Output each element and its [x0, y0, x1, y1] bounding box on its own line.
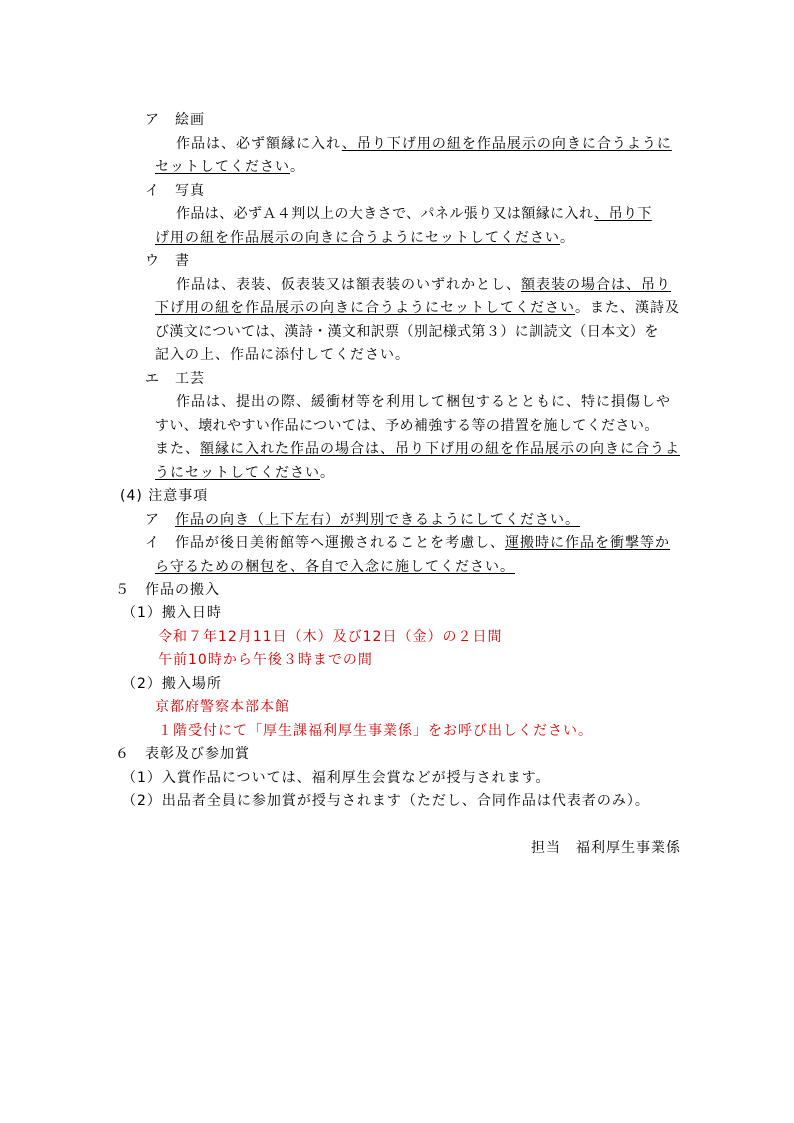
calligraphy-text-line-4: 記入の上、作品に添付してください。 — [155, 347, 410, 363]
photo-text-line-2: げ用の紐を作品展示の向きに合うようにセットしてください。 — [155, 230, 575, 246]
section-calligraphy-heading: ウ 書 — [145, 253, 190, 269]
section-photo-heading: イ 写真 — [145, 183, 205, 199]
painting-text-line-1: 作品は、必ず額縁に入れ、吊り下げ用の紐を作品展示の向きに合うように — [176, 136, 672, 152]
calligraphy-text-line-3: び漢文については、漢詩・漢文和訳票（別記様式第３）に訓読文（日本文）を — [155, 324, 659, 340]
section-painting-heading: ア 絵画 — [145, 112, 205, 128]
notes-item-b-line-2: ら守るための梱包を、各自で入念に施してください。 — [155, 559, 515, 575]
delivery-date-label: （1）搬入日時 — [122, 605, 222, 621]
delivery-date-line-2: 午前10時から午後３時までの間 — [158, 652, 373, 668]
section-crafts-heading: エ 工芸 — [145, 371, 205, 387]
crafts-text-line-1: 作品は、提出の際、緩衝材等を利用して梱包するとともに、特に損傷しや — [176, 394, 671, 410]
section-notes-heading: (4) 注意事項 — [120, 488, 209, 504]
calligraphy-text-line-2: 下げ用の紐を作品展示の向きに合うようにセットしてください。また、漢詩及 — [155, 300, 680, 316]
awards-item-2: （2）出品者全員に参加賞が授与されます（ただし、合同作品は代表者のみ）。 — [122, 793, 650, 809]
notes-item-a: ア 作品の向き（上下左右）が判別できるようにしてください。 — [145, 512, 580, 528]
photo-text-line-1: 作品は、必ずＡ４判以上の大きさで、パネル張り又は額縁に入れ、吊り下 — [176, 206, 652, 222]
section-awards-heading: ６ 表彰及び参加賞 — [115, 746, 250, 762]
contact-person: 担当 福利厚生事業係 — [531, 840, 681, 856]
crafts-text-line-4: うにセットしてください。 — [155, 465, 335, 481]
awards-item-1: （1）入賞作品については、福利厚生会賞などが授与されます。 — [122, 770, 551, 786]
calligraphy-text-line-1: 作品は、表装、仮表装又は額表装のいずれかとし、額表装の場合は、吊り — [176, 277, 671, 293]
painting-text-line-2: セットしてください。 — [155, 159, 305, 175]
crafts-text-line-3: また、額縁に入れた作品の場合は、吊り下げ用の紐を作品展示の向きに合うよ — [155, 441, 680, 457]
delivery-place-label: （2）搬入場所 — [122, 676, 222, 692]
crafts-text-line-2: すい、壊れやすい作品については、予め補強する等の措置を施してください。 — [155, 418, 659, 434]
section-delivery-heading: ５ 作品の搬入 — [115, 582, 220, 598]
delivery-date-line-1: 令和７年12月11日（木）及び12日（金）の２日間 — [158, 629, 503, 645]
notes-item-b-line-1: イ 作品が後日美術館等へ運搬されることを考慮し、運搬時に作品を衝撃等か — [145, 535, 670, 551]
delivery-place-line-1: 京都府警察本部本館 — [155, 699, 290, 715]
delivery-place-line-2: １階受付にて「厚生課福利厚生事業係」をお呼び出しください。 — [158, 723, 593, 739]
